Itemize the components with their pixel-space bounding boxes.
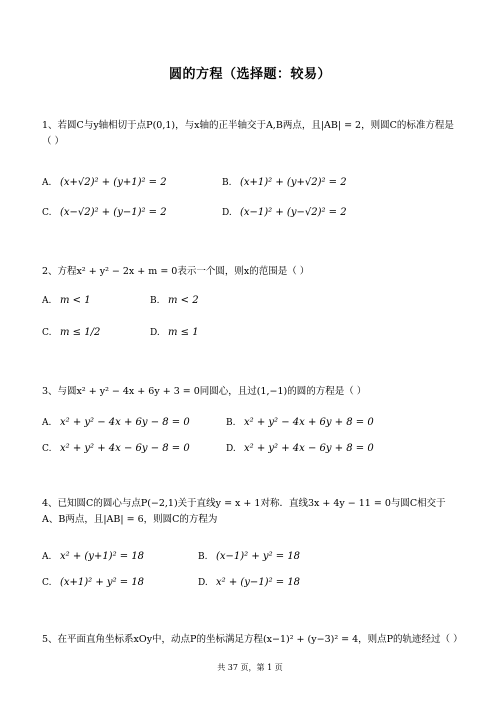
q2-option-c: C. m ≤ 1/2 — [42, 327, 101, 338]
question-2-stem: 2、方程x² + y² − 2x + m = 0表示一个圆，则x的范围是（ ） — [42, 266, 310, 277]
q3-option-d: D. x² + y² + 4x − 6y + 8 = 0 — [226, 443, 374, 454]
q2-option-a: A. m < 1 — [42, 295, 91, 306]
question-1-stem: 1、若圆C与y轴相切于点P(0,1)，与x轴的正半轴交于A,B两点，且|AB| = 2，则圆C的标准方程是（ ） — [42, 120, 454, 147]
q4-option-b: B. (x−1)² + y² = 18 — [198, 551, 301, 562]
question-3 — [42, 384, 462, 400]
q1-option-a: A. (x+√2)² + (y+1)² = 2 — [42, 177, 167, 188]
q2-option-b: B. m < 2 — [150, 295, 199, 306]
q4-option-d: D. x² + (y−1)² = 18 — [198, 577, 301, 588]
q3-option-c: C. x² + y² + 4x − 6y − 8 = 0 — [42, 443, 190, 454]
q1-option-b: B. (x+1)² + (y+√2)² = 2 — [222, 177, 347, 188]
q1-option-c: C. (x−√2)² + (y−1)² = 2 — [42, 207, 167, 218]
question-4 — [42, 496, 462, 528]
q4-option-c: C. (x+1)² + y² = 18 — [42, 577, 145, 588]
q3-option-a: A. x² + y² − 4x + 6y − 8 = 0 — [42, 417, 190, 428]
q3-option-b: B. x² + y² − 4x + 6y + 8 = 0 — [226, 417, 374, 428]
question-2 — [42, 264, 462, 280]
question-3-stem: 3、与圆x² + y² − 4x + 6y + 3 = 0同圆心，且过(1,−1)的圆的方程是（ ） — [42, 386, 367, 397]
question-4-stem: 4、已知圆C的圆心与点P(−2,1)关于直线y = x + 1对称．直线3x + 4y − 11 = 0与圆C相交于A、B两点，且|AB| = 6，则圆C的方程为 — [42, 498, 446, 525]
page-title: 圆的方程（选择题：较易） — [168, 67, 331, 82]
question-1 — [42, 118, 462, 150]
q2-option-d: D. m ≤ 1 — [150, 327, 199, 338]
question-5-stem: 5、在平面直角坐标系xOy中，动点P的坐标满足方程(x−1)² + (y−3)² = 4，则点P的轨迹经过（ ） — [42, 634, 463, 645]
q4-option-a: A. x² + (y+1)² = 18 — [42, 551, 145, 562]
page-footer: 共 37 页，第 1 页 — [217, 663, 283, 672]
question-5 — [42, 632, 462, 648]
q1-option-d: D. (x−1)² + (y−√2)² = 2 — [222, 207, 347, 218]
